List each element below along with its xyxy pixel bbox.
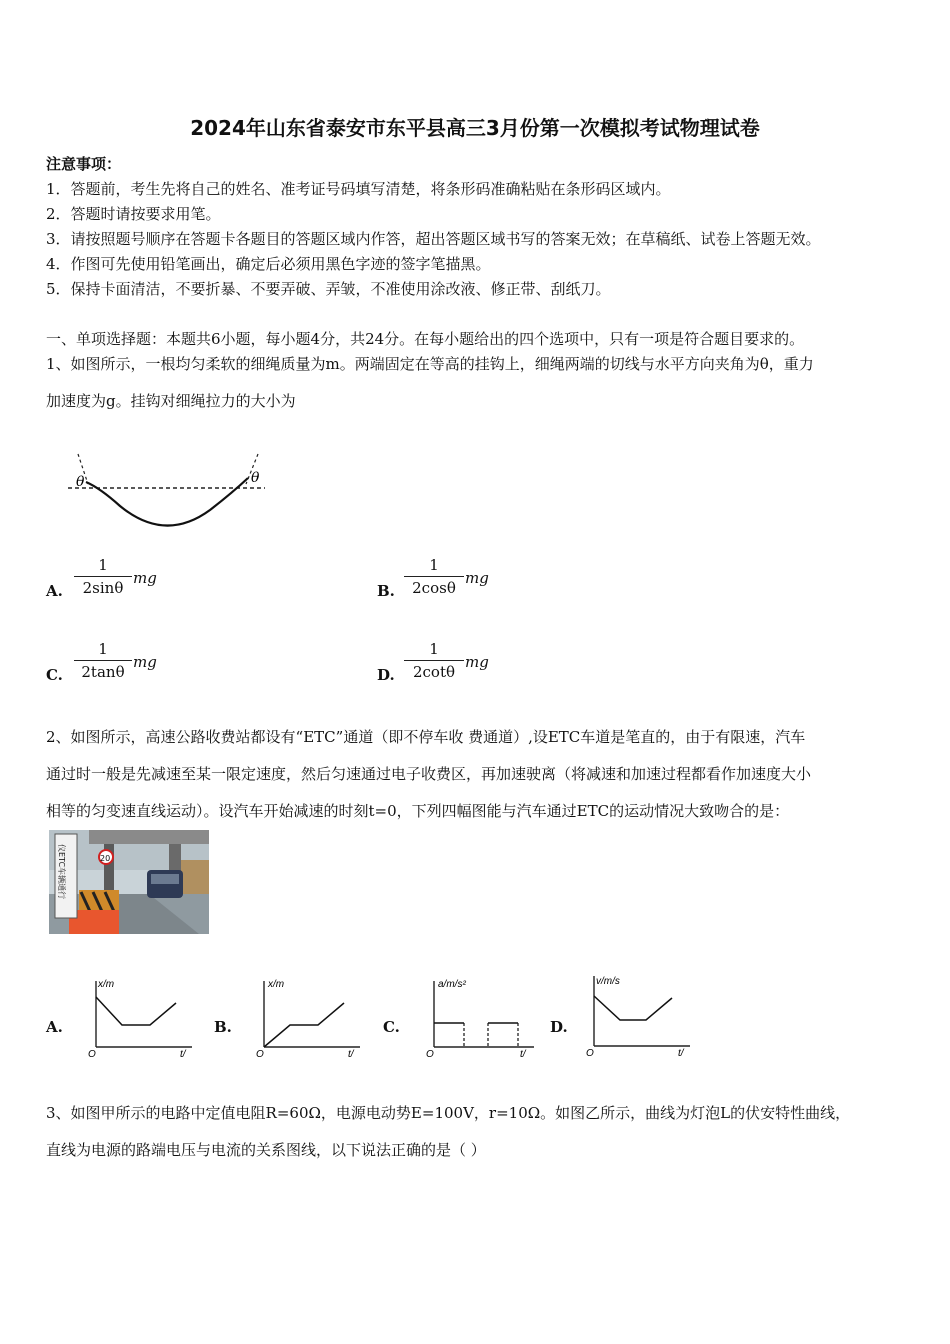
graph-c-label: C. [383,1018,400,1036]
option-a-numerator: 1 [74,556,132,577]
notes-item-3: 3．请按照题号顺序在答题卡各题目的答题区域内作答，超出答题区域书写的答案无效；在草稿纸、试卷上答题无效。 [46,230,821,248]
option-b-label: B. [377,582,395,600]
graph-b-xlabel: t/ [348,1049,354,1060]
option-a-fraction [74,556,132,597]
graph-b-ylabel: x/m [268,979,285,990]
option-d-numerator: 1 [404,640,464,661]
theta-label-left: θ [76,474,85,490]
graph-a [82,975,197,1060]
option-b-numerator: 1 [404,556,464,577]
option-d-fraction [404,640,464,681]
etc-photo [49,830,209,934]
etc-sign-text: 仪ETC车辆通行 [57,844,66,900]
section-heading: 一、单项选择题：本题共6小题，每小题4分，共24分。在每小题给出的四个选项中，只有一项是符合题目要求的。 [46,330,805,348]
notes-heading: 注意事项： [46,155,122,173]
option-c-label: C. [46,666,63,684]
option-a-suffix: mg [133,569,157,587]
notes-item-2: 2．答题时请按要求用笔。 [46,205,221,223]
option-c-suffix: mg [133,653,157,671]
graph-d [580,970,695,1060]
graph-d-origin: O [586,1048,594,1059]
q2-text-line1: 2、如图所示，高速公路收费站都设有“ETC”通道（即不停车收 费通道）,设ETC车道是笔直的，由于有限速，汽车 [46,728,806,746]
graph-c-origin: O [426,1049,434,1060]
graph-c-ylabel: a/m/s² [438,979,466,990]
graph-c-xlabel: t/ [520,1049,526,1060]
option-d-label: D. [377,666,395,684]
graph-c [420,975,540,1060]
q2-text-line2: 通过时一般是先减速至某一限定速度，然后匀速通过电子收费区，再加速驶离（将减速和加速过程都看作加速度大小 [46,765,812,783]
q3-text-line2: 直线为电源的路端电压与电流的关系图线，以下说法正确的是（ ） [46,1141,486,1159]
page-title: 2024年山东省泰安市东平县高三3月份第一次模拟考试物理试卷 [190,116,760,140]
graph-d-xlabel: t/ [678,1048,684,1059]
theta-label-right: θ [251,470,260,486]
q2-text-line3: 相等的匀变速直线运动）。设汽车开始减速的时刻t=0，下列四幅图能与汽车通过ETC的运动情况大致吻合的是： [46,802,790,820]
q1-text-line2: 加速度为g。挂钩对细绳拉力的大小为 [46,392,296,410]
q1-text-line1: 1、如图所示，一根均匀柔软的细绳质量为m。两端固定在等高的挂钩上，细绳两端的切线与水平方向夹角为θ，重力 [46,355,814,373]
option-d-suffix: mg [465,653,489,671]
graph-b [250,975,365,1060]
graph-a-label: A. [46,1018,63,1036]
graph-d-ylabel: v/m/s [596,976,620,987]
option-c-denominator: 2tanθ [81,663,125,681]
graph-d-label: D. [550,1018,568,1036]
option-d-denominator: 2cotθ [412,663,456,681]
q3-text-line1: 3、如图甲所示的电路中定值电阻R=60Ω，电源电动势E=100V，r=10Ω。如图乙所示，曲线为灯泡L的伏安特性曲线， [46,1104,851,1122]
option-b-denominator: 2cosθ [412,579,456,597]
graph-b-origin: O [256,1049,264,1060]
option-b-suffix: mg [465,569,489,587]
notes-item-1: 1．答题前，考生先将自己的姓名、准考证号码填写清楚，将条形码准确粘贴在条形码区域内。 [46,180,671,198]
graph-b-label: B. [214,1018,232,1036]
graph-a-xlabel: t/ [180,1049,186,1060]
notes-item-4: 4．作图可先使用铅笔画出，确定后必须用黑色字迹的签字笔描黑。 [46,255,491,273]
rope-figure [60,448,280,538]
option-c-numerator: 1 [74,640,132,661]
speed-limit-sign: 20 [100,854,111,863]
option-a-label: A. [46,582,63,600]
graph-a-ylabel: x/m [98,979,115,990]
option-b-fraction [404,556,464,597]
graph-a-origin: O [88,1049,96,1060]
option-c-fraction [74,640,132,681]
option-a-denominator: 2sinθ [82,579,124,597]
notes-item-5: 5．保持卡面清洁，不要折暴、不要弄破、弄皱，不准使用涂改液、修正带、刮纸刀。 [46,280,611,298]
